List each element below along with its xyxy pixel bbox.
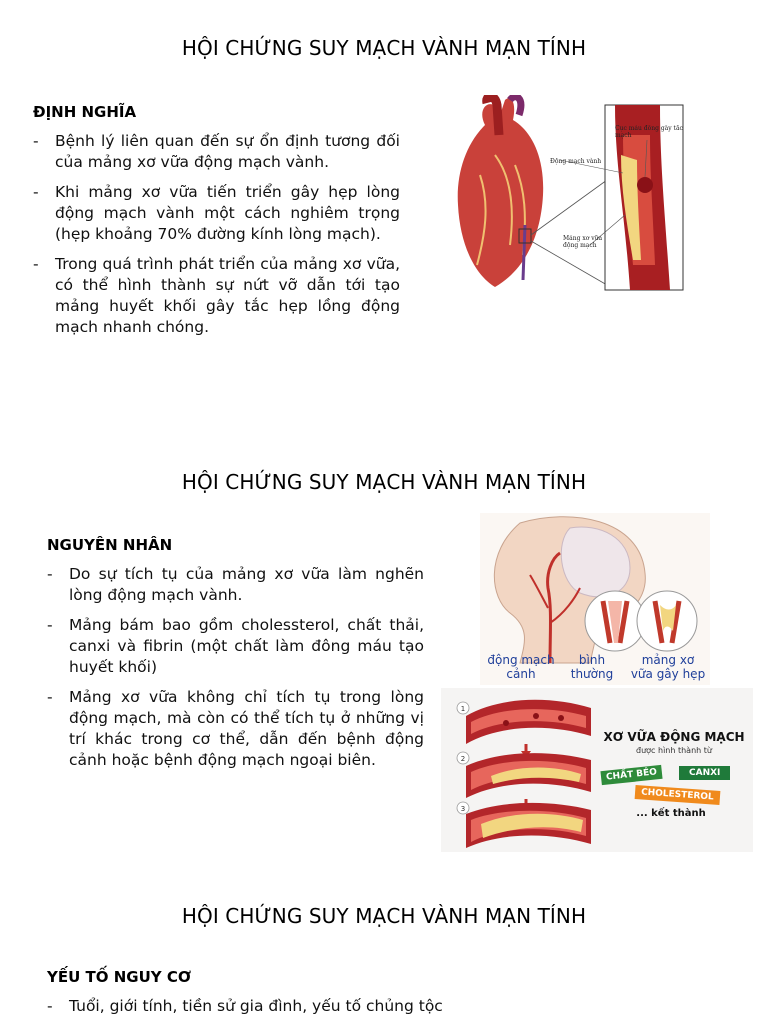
definition-bullet-list <box>33 131 400 347</box>
bullet-dash: - <box>33 183 39 201</box>
step-number-2: 2 <box>460 755 466 763</box>
label-carotid-line1: động mạch <box>487 653 555 667</box>
heart-artery-illustration <box>455 95 687 292</box>
bullet-text: Bệnh lý liên quan đến sự ổn định tương đối của mảng xơ vữa động mạch vành. <box>55 132 400 171</box>
clot-shape <box>637 177 653 193</box>
bullet-dash: - <box>47 565 53 583</box>
athero-title: XƠ VỮA ĐỘNG MẠCH <box>603 730 745 744</box>
tag-calcium: CANXI <box>679 766 730 780</box>
label-narrowed-line1: mảng xơ <box>641 653 695 667</box>
bullet-text: Tuổi, giới tính, tiền sử gia đình, yếu tố chủng tộc <box>69 997 443 1015</box>
section-heading-definition: ĐỊNH NGHĨA <box>33 103 137 121</box>
list-item <box>33 182 400 245</box>
causes-bullet-list <box>47 564 424 780</box>
list-item <box>47 615 424 678</box>
label-normal-line1: bình <box>578 653 606 667</box>
blood-cell <box>503 720 509 726</box>
blood-cell <box>533 713 539 719</box>
slide-title: HỘI CHỨNG SUY MẠCH VÀNH MẠN TÍNH <box>181 36 587 60</box>
label-narrowed <box>626 653 710 681</box>
heart-artery-svg <box>455 95 687 292</box>
list-item <box>33 131 400 173</box>
list-item <box>47 564 424 606</box>
bullet-text: Mảng bám bao gồm cholessterol, chất thải, canxi và fibrin (một chất làm đông máu tạo huyết khối) <box>69 616 424 676</box>
bullet-text: Do sự tích tụ của mảng xơ vữa làm nghẽn lòng động mạch vành. <box>69 565 424 604</box>
label-coronary-artery: Động mạch vành <box>550 158 602 165</box>
athero-subtitle: được hình thành từ <box>636 746 712 755</box>
tag-cholesterol: CHOLESTEROL <box>635 785 721 805</box>
list-item <box>33 254 400 338</box>
section-heading-risk-factors: YẾU TỐ NGUY CƠ <box>47 968 191 986</box>
artery-stage-3 <box>466 803 591 848</box>
label-clot: Cục máu đông gây tắc mạch <box>615 125 683 139</box>
label-plaque: Mảng xơ vữa động mạch <box>563 235 603 249</box>
slide-title: HỘI CHỨNG SUY MẠCH VÀNH MẠN TÍNH <box>181 470 587 494</box>
bullet-text: Trong quá trình phát triển của mảng xơ vữa, có thể hình thành sự nứt vỡ dẫn tới tạo mảng huyết khối gây tắc hẹp lồng động mạch nhanh chóng. <box>55 255 400 336</box>
slide-title: HỘI CHỨNG SUY MẠCH VÀNH MẠN TÍNH <box>181 904 587 928</box>
label-plaque-wrapper <box>563 235 603 255</box>
artery-stage-2 <box>466 753 591 798</box>
vein-shape <box>523 225 525 280</box>
section-heading-causes: NGUYÊN NHÂN <box>47 536 173 554</box>
slide-risk-factors <box>0 870 768 1024</box>
slide-definition <box>0 0 768 400</box>
bullet-dash: - <box>47 616 53 634</box>
label-clot-wrapper <box>615 125 685 145</box>
carotid-artery-illustration <box>480 513 710 685</box>
risk-factors-bullet-list <box>47 996 647 1026</box>
label-carotid-line2: cảnh <box>506 667 536 681</box>
step-number-3: 3 <box>460 805 466 813</box>
label-carotid <box>486 653 556 681</box>
bullet-text: Mảng xơ vữa không chỉ tích tụ trong lòng động mạch, mà còn có thể tích tụ ở những vị trí khác trong cơ thể, dẫn đến bệnh động cảnh hoặc bệnh động mạch ngoại biên. <box>69 688 424 769</box>
label-normal <box>562 653 622 681</box>
bullet-dash: - <box>47 997 53 1015</box>
label-narrowed-line2: vữa gây hẹp <box>630 667 706 681</box>
artery-stage-1 <box>466 700 591 744</box>
list-item <box>47 687 424 771</box>
blood-cell <box>558 715 564 721</box>
step-number-1: 1 <box>460 705 466 713</box>
bullet-dash: - <box>33 255 39 273</box>
athero-footer: ... kết thành <box>636 808 706 819</box>
label-normal-line2: thường <box>570 667 614 681</box>
atherosclerosis-illustration <box>441 688 753 852</box>
tag-fat: CHẤT BÉO <box>600 765 662 785</box>
bullet-dash: - <box>47 688 53 706</box>
list-item <box>47 996 647 1017</box>
bullet-dash: - <box>33 132 39 150</box>
bullet-text: Khi mảng xơ vữa tiến triển gây hẹp lòng động mạch vành một cách nghiêm trọng (hẹp khoảng 70% đường kính lòng mạch). <box>55 183 400 243</box>
slide-causes <box>0 440 768 860</box>
